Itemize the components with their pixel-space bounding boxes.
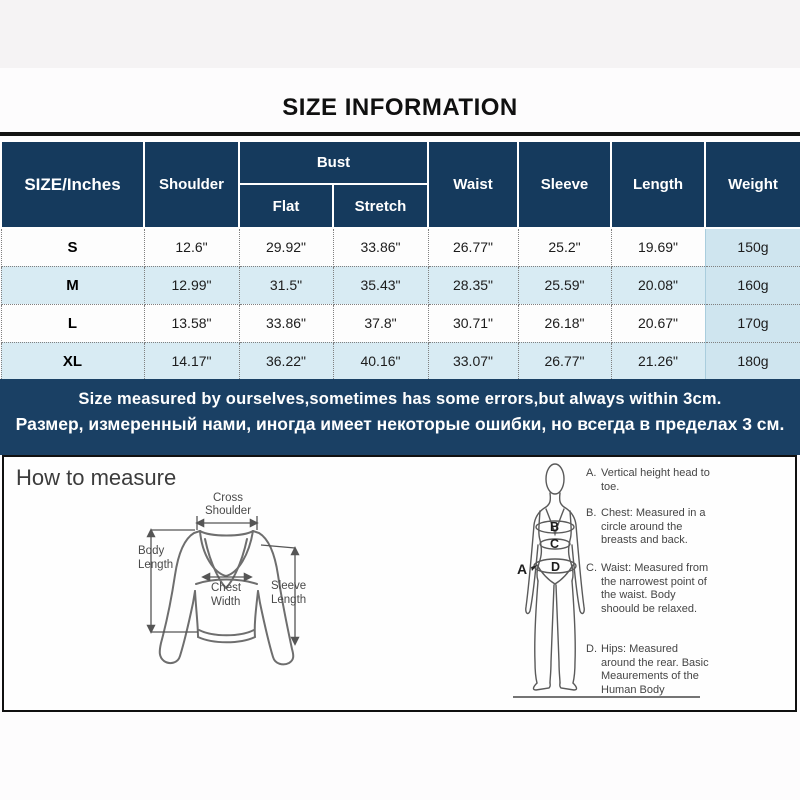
annotation-a xyxy=(586,467,714,494)
cell-shoulder: 12.6" xyxy=(144,228,239,266)
cell-shoulder: 12.99" xyxy=(144,266,239,304)
chest-width-label: Chest xyxy=(211,582,242,594)
header-sleeve: Sleeve xyxy=(518,141,611,228)
header-size-inches: SIZE/Inches xyxy=(1,141,144,228)
sleeve-length-label: Sleeve xyxy=(271,580,307,592)
title-rule xyxy=(0,132,800,136)
cell-sleeve: 25.2" xyxy=(518,228,611,266)
cell-bust-stretch: 37.8" xyxy=(333,304,428,342)
garment-measure-diagram xyxy=(118,487,348,682)
table-row-m xyxy=(1,266,800,304)
cell-waist: 30.71" xyxy=(428,304,518,342)
figure-marker-a: A xyxy=(517,561,528,577)
header-waist: Waist xyxy=(428,141,518,228)
cell-length: 21.26" xyxy=(611,342,705,380)
cell-bust-stretch: 35.43" xyxy=(333,266,428,304)
size-table xyxy=(0,140,800,381)
header-bust: Bust xyxy=(239,141,428,184)
cross-shoulder-label: Shoulder xyxy=(205,505,252,517)
annotation-text: Waist: Measured from the narrowest point of the waist. Body shoould be relaxed. xyxy=(601,562,709,615)
cell-bust-stretch: 40.16" xyxy=(333,342,428,380)
body-length-label: Length xyxy=(138,559,174,571)
top-band xyxy=(0,0,800,68)
cell-waist: 33.07" xyxy=(428,342,518,380)
cell-sleeve: 26.77" xyxy=(518,342,611,380)
cell-bust-stretch: 33.86" xyxy=(333,228,428,266)
annotation-text: Hips: Measured around the rear. Basic Meaurements of the Human Body xyxy=(601,643,709,696)
cell-weight: 160g xyxy=(705,266,800,304)
table-row-s xyxy=(1,228,800,266)
cell-weight: 180g xyxy=(705,342,800,380)
cell-sleeve: 25.59" xyxy=(518,266,611,304)
cell-sleeve: 26.18" xyxy=(518,304,611,342)
cell-weight: 170g xyxy=(705,304,800,342)
table-row-xl xyxy=(1,342,800,380)
annotation-text: Vertical height head to toe. xyxy=(601,467,710,493)
cell-length: 19.69" xyxy=(611,228,705,266)
header-bust-stretch: Stretch xyxy=(333,184,428,228)
cross-shoulder-label: Cross xyxy=(213,492,244,504)
figure-marker-c: C xyxy=(550,537,560,551)
cell-bust-flat: 29.92" xyxy=(239,228,333,266)
figure-marker-b: B xyxy=(550,520,560,534)
measurement-note-bar xyxy=(0,379,800,455)
cell-size: XL xyxy=(1,342,144,380)
table-row-l xyxy=(1,304,800,342)
annotation-c xyxy=(586,562,714,616)
figure-marker-d: D xyxy=(551,560,561,574)
cell-size: S xyxy=(1,228,144,266)
cell-size: L xyxy=(1,304,144,342)
annotation-label: C. xyxy=(586,562,597,574)
header-bust-flat: Flat xyxy=(239,184,333,228)
cell-bust-flat: 33.86" xyxy=(239,304,333,342)
figure-outline xyxy=(526,464,584,690)
cell-length: 20.67" xyxy=(611,304,705,342)
sleeve-length-label: Length xyxy=(271,594,307,606)
page-title: SIZE INFORMATION xyxy=(282,94,518,121)
annotation-b xyxy=(586,507,714,548)
chest-width-label: Width xyxy=(211,596,241,608)
cell-shoulder: 14.17" xyxy=(144,342,239,380)
annotation-text: Chest: Measured in a circle around the breasts and back. xyxy=(601,507,706,546)
cell-weight: 150g xyxy=(705,228,800,266)
annotation-d xyxy=(586,643,714,697)
annotation-label: B. xyxy=(586,507,597,519)
how-to-measure-section xyxy=(2,455,797,712)
header-length: Length xyxy=(611,141,705,228)
header-shoulder: Shoulder xyxy=(144,141,239,228)
header-weight: Weight xyxy=(705,141,800,228)
cell-waist: 26.77" xyxy=(428,228,518,266)
how-to-measure-title: How to measure xyxy=(16,465,177,490)
body-length-label: Body xyxy=(138,545,165,557)
cell-shoulder: 13.58" xyxy=(144,304,239,342)
cell-size: M xyxy=(1,266,144,304)
cell-bust-flat: 31.5" xyxy=(239,266,333,304)
annotation-label: D. xyxy=(586,643,597,655)
note-line-english: Size measured by ourselves,sometimes has some errors,but always within 3cm. xyxy=(78,390,722,408)
cell-length: 20.08" xyxy=(611,266,705,304)
cell-waist: 28.35" xyxy=(428,266,518,304)
cell-bust-flat: 36.22" xyxy=(239,342,333,380)
note-line-russian: Размер, измеренный нами, иногда имеет некоторые ошибки, но всегда в пределах 3 см. xyxy=(15,414,785,434)
annotation-label: A. xyxy=(586,467,597,479)
